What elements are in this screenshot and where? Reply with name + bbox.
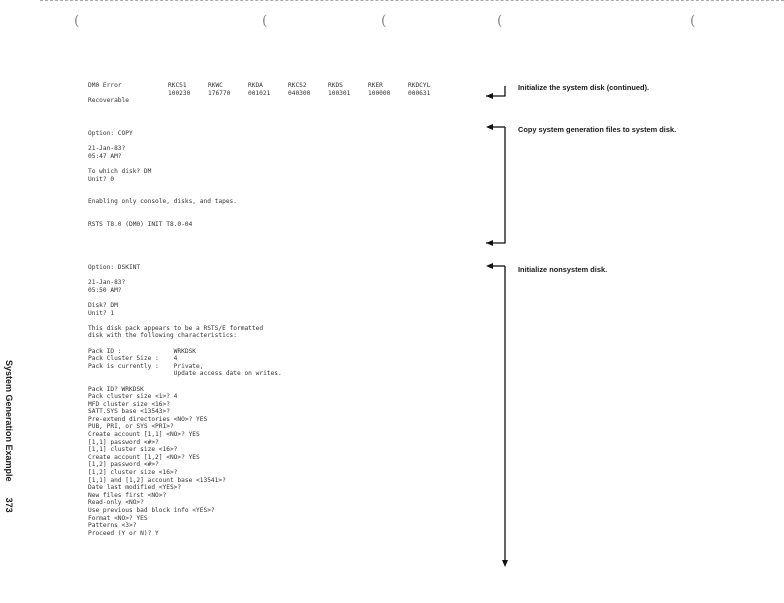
header-mark: ( bbox=[74, 13, 80, 29]
error-value: 100000 bbox=[368, 90, 391, 97]
header-mark: ( bbox=[381, 13, 387, 29]
transcript-line: Use previous bad block info <YES>? bbox=[88, 507, 215, 514]
transcript-line: Pack cluster size <1>? 4 bbox=[88, 393, 178, 401]
transcript-line: Pre-extend directories <NO>? YES bbox=[88, 415, 208, 423]
transcript-line: SATT.SYS base <13543>? bbox=[88, 408, 170, 416]
transcript-line: [1,2] cluster size <16>? bbox=[88, 469, 178, 477]
note-init-continued: Initialize the system disk (continued). bbox=[518, 83, 650, 92]
transcript-line: Pack Cluster Size : 4 bbox=[88, 355, 178, 363]
transcript-line: 21-Jan-83? bbox=[88, 145, 126, 153]
transcript-line: [1,1] password <#>? bbox=[88, 438, 159, 446]
transcript-line: Update access date on writes. bbox=[88, 370, 282, 378]
transcript-line: Pack ID : WRKDSK bbox=[88, 347, 197, 355]
transcript-line: RSTS T8.0 (DM0) INIT T8.0-04 bbox=[88, 221, 193, 229]
error-header: RKWC bbox=[208, 82, 223, 89]
transcript-line: To which disk? DM bbox=[88, 167, 152, 175]
transcript-line: Proceed (Y or N)? Y bbox=[88, 529, 159, 537]
transcript-line: Read-only <NO>? bbox=[88, 499, 144, 507]
transcript-line: [1,1] and [1,2] account base <13541>? bbox=[88, 476, 226, 484]
bracket-init-continued bbox=[486, 86, 505, 96]
error-value: 176770 bbox=[208, 90, 231, 97]
transcript-line: Option: DSKINT bbox=[88, 264, 141, 271]
transcript-line: Pack is currently : Private, bbox=[88, 362, 204, 370]
error-value: 000631 bbox=[408, 90, 431, 97]
note-copy-files: Copy system generation files to system disk. bbox=[518, 125, 677, 134]
error-header: RKCS2 bbox=[288, 82, 307, 89]
transcript-line: Pack ID? WRKDSK bbox=[88, 385, 144, 393]
transcript-line: New files first <NO>? bbox=[88, 491, 167, 499]
error-header: RKER bbox=[368, 82, 383, 89]
transcript-line: [1,1] cluster size <16>? bbox=[88, 446, 178, 454]
transcript-line: Option: COPY bbox=[88, 130, 133, 137]
error-header: RKCS1 bbox=[168, 82, 187, 89]
transcript-line: 05:47 AM? bbox=[88, 152, 122, 160]
transcript-line: 21-Jan-83? bbox=[88, 279, 126, 287]
note-init-nonsystem: Initialize nonsystem disk. bbox=[518, 265, 608, 274]
arrow-head bbox=[486, 93, 493, 99]
error-label: DM0 Error bbox=[88, 82, 122, 89]
arrow-head bbox=[486, 240, 493, 246]
error-header: RKDS bbox=[328, 82, 343, 89]
transcript-line: Format <NO>? YES bbox=[88, 514, 148, 522]
side-title: System Generation Example bbox=[4, 360, 14, 482]
arrow-head bbox=[486, 124, 493, 130]
transcript-line: Patterns <3>? bbox=[88, 522, 137, 530]
error-label-recoverable: Recoverable bbox=[88, 97, 129, 104]
transcript-line: PUB, PRI, or SYS <PRI>? bbox=[88, 423, 174, 431]
transcript-line: Enabling only console, disks, and tapes. bbox=[88, 198, 238, 206]
transcript-line: disk with the following characteristics: bbox=[88, 332, 238, 340]
arrow-head bbox=[486, 263, 493, 269]
error-value: 100301 bbox=[328, 90, 351, 97]
header-mark: ( bbox=[690, 13, 696, 29]
header-mark: ( bbox=[497, 13, 503, 29]
transcript-line: MFD cluster size <16>? bbox=[88, 400, 170, 408]
error-value: 100230 bbox=[168, 90, 191, 97]
transcript-line: Unit? 0 bbox=[88, 175, 115, 183]
transcript-line: Disk? DM bbox=[88, 301, 118, 309]
transcript-line: This disk pack appears to be a RSTS/E formatted bbox=[88, 324, 264, 332]
bracket-copy bbox=[486, 127, 505, 243]
arrow-head-down bbox=[502, 560, 508, 567]
transcript-line: Unit? 1 bbox=[88, 309, 115, 317]
error-value: 040300 bbox=[288, 90, 311, 97]
page-number: 373 bbox=[4, 497, 14, 513]
error-header: RKDCYL bbox=[408, 82, 431, 89]
transcript-line: [1,2] password <#>? bbox=[88, 461, 159, 469]
transcript-line: 05:50 AM? bbox=[88, 286, 122, 294]
error-value: 001021 bbox=[248, 90, 271, 97]
transcript-line: Create account [1,2] <NO>? YES bbox=[88, 453, 200, 461]
transcript-line: Create account [1,1] <NO>? YES bbox=[88, 431, 200, 439]
transcript-line: Date last modified <YES>? bbox=[88, 484, 182, 492]
error-header: RKDA bbox=[248, 82, 263, 89]
header-mark: ( bbox=[262, 13, 268, 29]
